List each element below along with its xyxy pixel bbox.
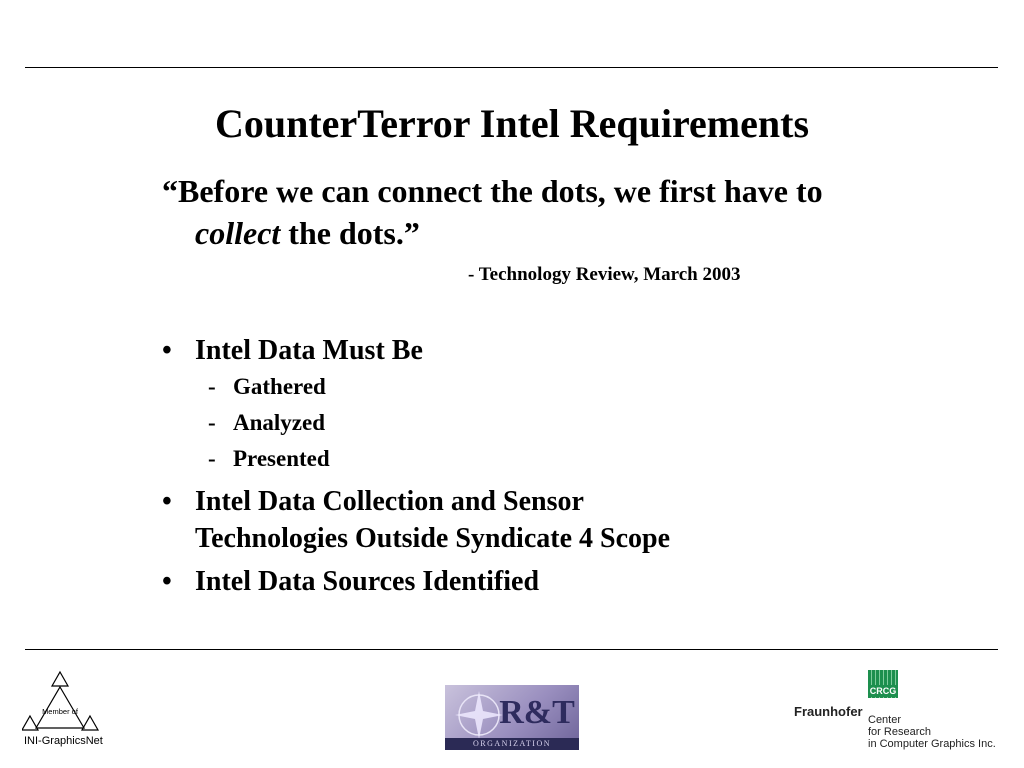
bullet-text: Intel Data Sources Identified (195, 566, 540, 597)
bullet-dot: • (162, 335, 172, 366)
sub-bullet-item (162, 405, 922, 441)
bullet-item (162, 563, 922, 600)
nato-rt-organization-logo (445, 685, 579, 750)
nato-org-label: ORGANIZATION (445, 738, 579, 750)
sub-bullet-text: Analyzed (233, 410, 325, 435)
sub-bullet-text: Presented (233, 446, 330, 471)
sub-bullet-item (162, 369, 922, 405)
fraunhofer-desc-line: in Computer Graphics Inc. (868, 738, 996, 750)
bullet-text-line1: Intel Data Collection and Sensor (195, 486, 584, 517)
fraunhofer-desc-line: for Research (868, 726, 931, 738)
bullet-dot: • (162, 486, 172, 517)
fraunhofer-name: Fraunhofer (794, 704, 863, 719)
fraunhofer-crcg-logo (794, 670, 1014, 755)
ini-member-label: Member of (42, 707, 78, 716)
top-rule (25, 67, 998, 68)
nato-rt-letters: R&T (499, 694, 575, 731)
sub-bullet-dash: - (208, 410, 216, 435)
sub-bullet-text: Gathered (233, 374, 326, 399)
bullet-dot: • (162, 566, 172, 597)
bullet-text-line2: Technologies Outside Syndicate 4 Scope (195, 523, 671, 554)
quote-emphasis: collect (195, 215, 281, 251)
quote-text-end: the dots.” (280, 215, 420, 251)
sub-bullet-dash: - (208, 446, 216, 471)
quote-text-start: “Before we can connect the dots, we first have to (162, 173, 823, 209)
bottom-rule (25, 649, 998, 650)
fraunhofer-description (868, 714, 996, 750)
bullet-item (162, 483, 922, 557)
slide-title: CounterTerror Intel Requirements (214, 101, 810, 146)
quote (162, 170, 915, 254)
sub-bullet-dash: - (208, 374, 216, 399)
quote-source: - Technology Review, March 2003 (468, 264, 741, 285)
bullet-text: Intel Data Must Be (195, 335, 423, 366)
bullet-item (162, 332, 922, 369)
sub-bullet-item (162, 441, 922, 477)
crcg-label: CRCG (869, 686, 897, 696)
bullet-list (162, 332, 922, 600)
ini-graphicsnet-label: INI-GraphicsNet (24, 735, 103, 747)
fraunhofer-desc-line: Center (868, 714, 902, 726)
